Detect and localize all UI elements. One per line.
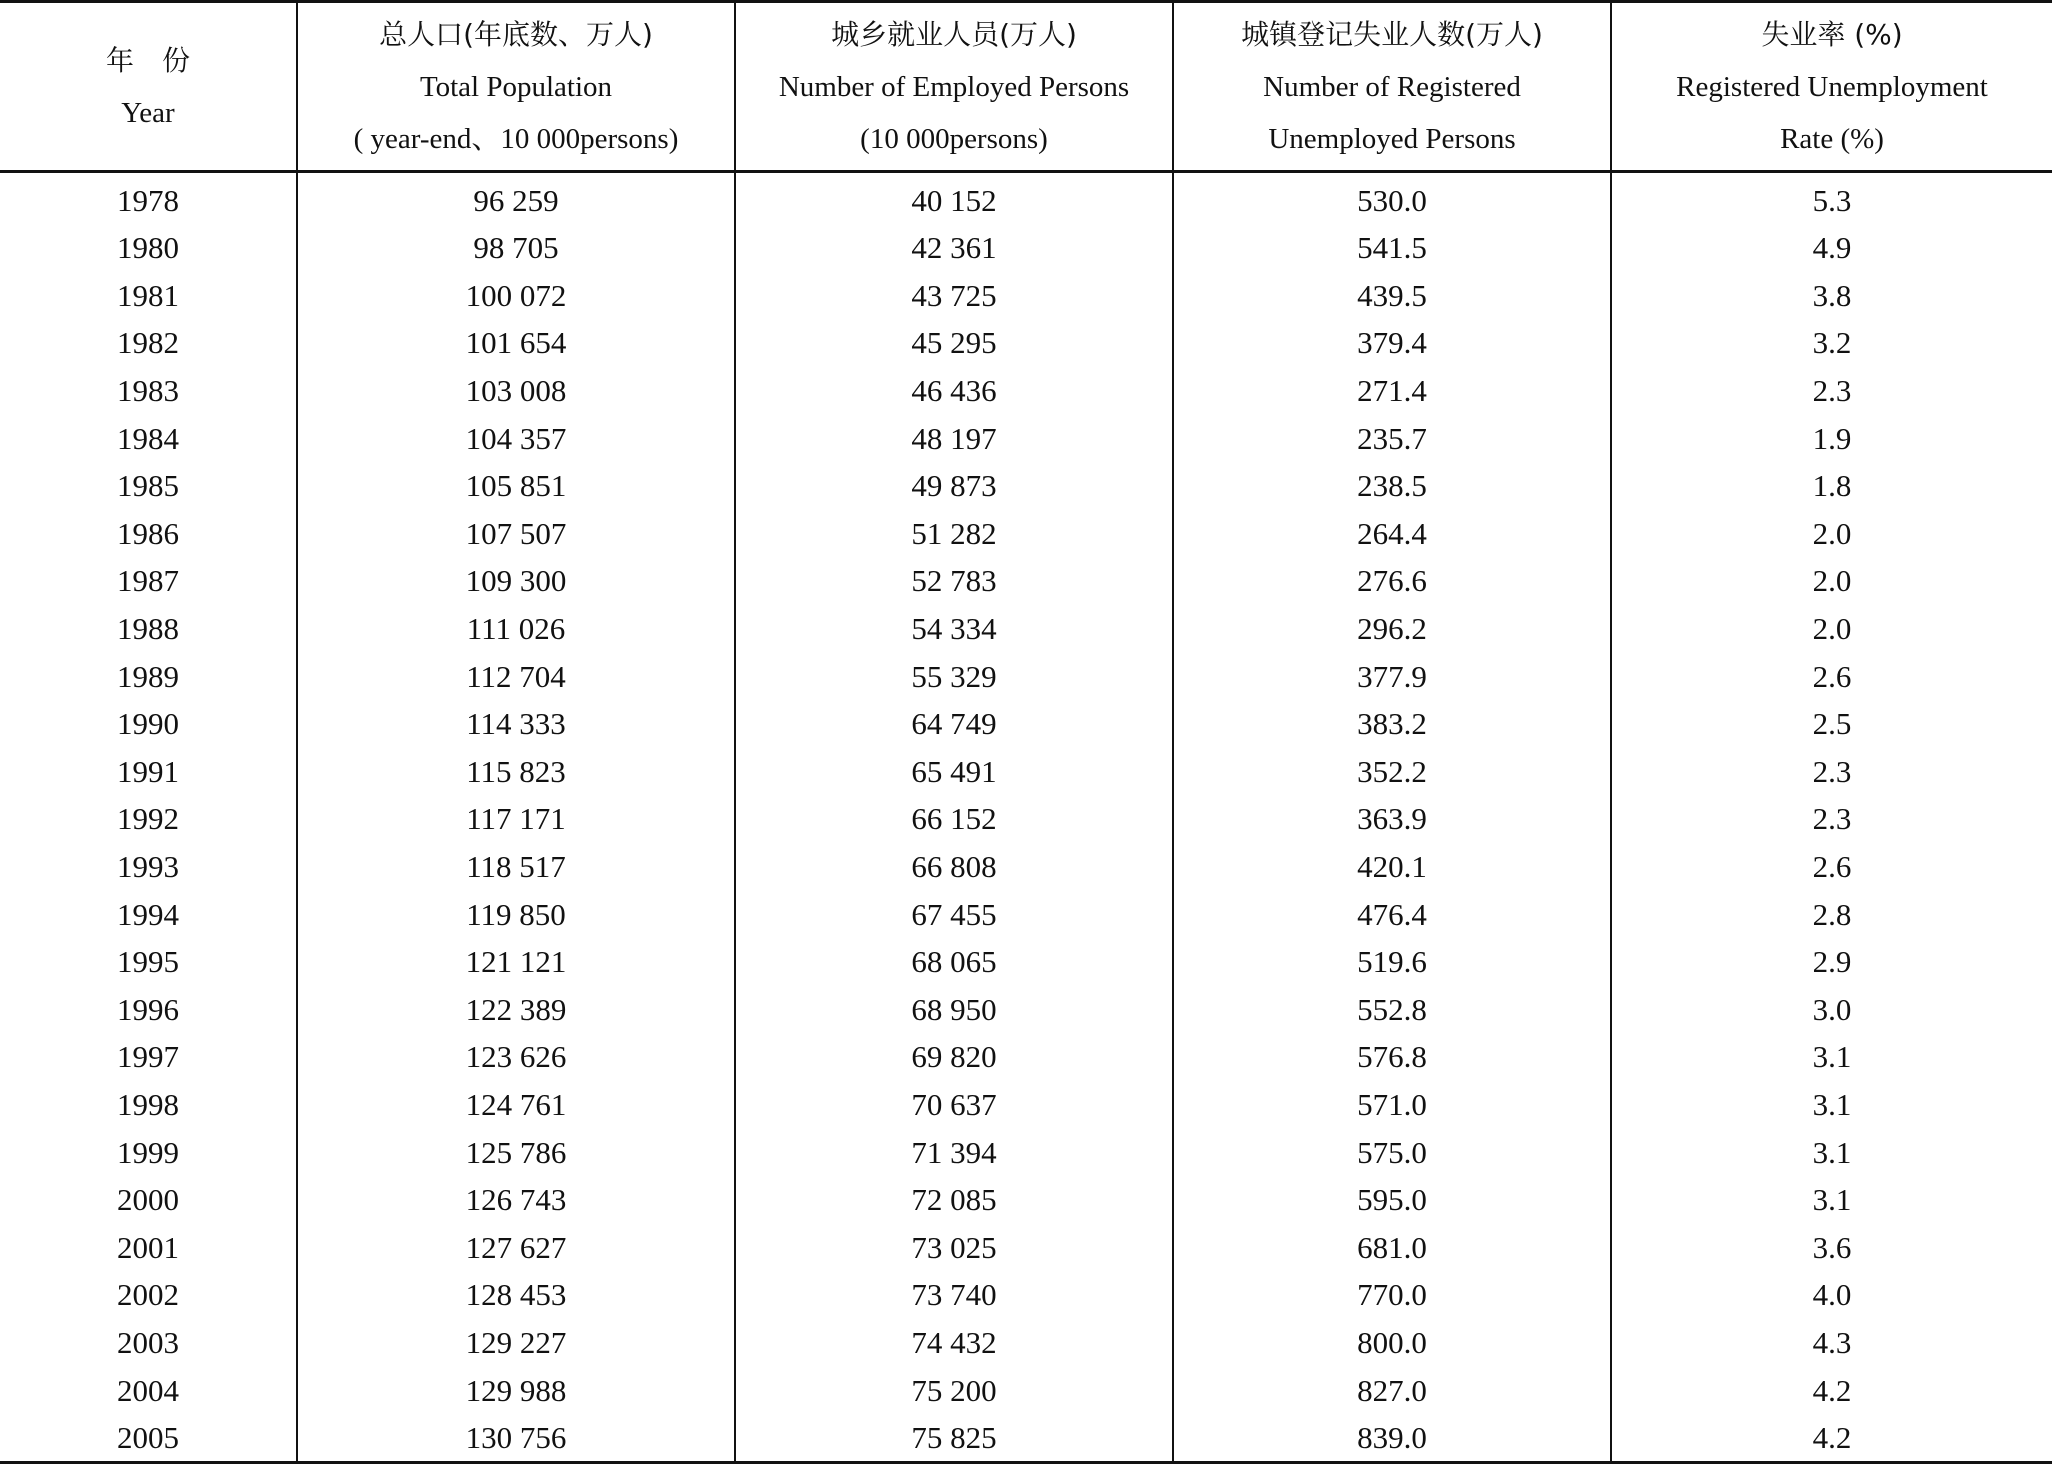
cell-total-population: 123 626	[297, 1033, 735, 1081]
cell-total-population: 115 823	[297, 748, 735, 796]
cell-unemployment-rate: 2.3	[1611, 748, 2052, 796]
header-total-population-en-line: Total Population	[419, 70, 613, 103]
cell-registered-unemployed: 839.0	[1173, 1414, 1611, 1463]
cell-unemployment-rate: 2.5	[1611, 700, 2052, 748]
cell-unemployment-rate: 3.6	[1611, 1223, 2052, 1271]
table-row	[0, 1223, 2052, 1271]
table-row	[0, 462, 2052, 510]
cell-registered-unemployed: 235.7	[1173, 414, 1611, 462]
cell-year: 1989	[117, 658, 179, 694]
table-row	[0, 1128, 2052, 1176]
cell-employed-persons: 49 873	[735, 462, 1173, 510]
header-unemployment-rate-en-line: Registered Unemployment	[1676, 70, 1988, 103]
cell-employed-persons: 51 282	[735, 510, 1173, 558]
header-total-population	[297, 2, 735, 172]
cell-year: 2005	[0, 1414, 297, 1463]
cell-total-population: 112 704	[297, 652, 735, 700]
cell-unemployment-rate: 2.6	[1611, 843, 2052, 891]
table-row	[0, 890, 2052, 938]
cell-employed-persons: 68 065	[735, 938, 1173, 986]
cell-year: 1978	[117, 183, 179, 218]
cell-registered-unemployed: 595.0	[1173, 1176, 1611, 1224]
cell-employed-persons: 75 825	[735, 1414, 1173, 1463]
cell-total-population: 119 850	[297, 890, 735, 938]
cell-unemployment-rate: 2.0	[1611, 510, 2052, 558]
cell-employed-persons: 66 808	[735, 843, 1173, 891]
table-row	[0, 700, 2052, 748]
cell-employed-persons: 74 432	[735, 1319, 1173, 1367]
cell-employed-persons: 67 455	[735, 890, 1173, 938]
cell-registered-unemployed: 575.0	[1173, 1128, 1611, 1176]
cell-total-population: 109 300	[297, 557, 735, 605]
cell-total-population: 129 988	[297, 1366, 735, 1414]
header-registered-unemployed-en-line: Unemployed Persons	[1268, 122, 1516, 155]
cell-total-population: 128 453	[297, 1271, 735, 1319]
table-row	[0, 510, 2052, 558]
cell-unemployment-rate: 4.3	[1611, 1319, 2052, 1367]
cell-total-population: 118 517	[297, 843, 735, 891]
cell-unemployment-rate: 4.2	[1611, 1366, 2052, 1414]
cell-employed-persons: 73 740	[735, 1271, 1173, 1319]
table-row	[0, 172, 2052, 225]
table-row	[0, 843, 2052, 891]
cell-year: 1988	[117, 611, 179, 647]
cell-registered-unemployed: 439.5	[1173, 272, 1611, 320]
cell-unemployment-rate: 1.9	[1611, 414, 2052, 462]
cell-unemployment-rate: 2.3	[1611, 795, 2052, 843]
cell-total-population: 121 121	[297, 938, 735, 986]
cell-employed-persons: 46 436	[735, 367, 1173, 415]
cell-unemployment-rate: 2.9	[1611, 938, 2052, 986]
cell-total-population: 100 072	[297, 272, 735, 320]
cell-year: 1986	[117, 515, 179, 551]
table-row	[0, 1176, 2052, 1224]
cell-total-population: 130 756	[297, 1414, 735, 1463]
cell-unemployment-rate: 3.8	[1611, 272, 2052, 320]
header-employed-persons-zh: 城乡就业人员(万人)	[831, 17, 1077, 51]
cell-employed-persons: 69 820	[735, 1033, 1173, 1081]
cell-year: 1997	[117, 1039, 179, 1075]
cell-employed-persons: 75 200	[735, 1366, 1173, 1414]
cell-year: 1982	[117, 325, 179, 361]
header-row	[0, 2, 2052, 172]
cell-employed-persons: 45 295	[735, 319, 1173, 367]
table-row	[0, 1081, 2052, 1129]
table-row	[0, 605, 2052, 653]
cell-total-population: 105 851	[297, 462, 735, 510]
cell-unemployment-rate: 3.2	[1611, 319, 2052, 367]
table-row	[0, 319, 2052, 367]
cell-year: 1995	[117, 944, 179, 980]
cell-year: 1983	[117, 373, 179, 409]
cell-total-population: 96 259	[297, 172, 735, 225]
table-row	[0, 224, 2052, 272]
cell-unemployment-rate: 3.1	[1611, 1176, 2052, 1224]
cell-registered-unemployed: 238.5	[1173, 462, 1611, 510]
cell-registered-unemployed: 571.0	[1173, 1081, 1611, 1129]
cell-year: 1998	[117, 1086, 179, 1122]
cell-registered-unemployed: 379.4	[1173, 319, 1611, 367]
header-year-en-line: Year	[121, 96, 175, 129]
cell-registered-unemployed: 420.1	[1173, 843, 1611, 891]
cell-employed-persons: 55 329	[735, 652, 1173, 700]
cell-registered-unemployed: 800.0	[1173, 1319, 1611, 1367]
table-row	[0, 367, 2052, 415]
header-unemployment-rate	[1611, 2, 2052, 172]
cell-total-population: 101 654	[297, 319, 735, 367]
cell-unemployment-rate: 4.9	[1611, 224, 2052, 272]
cell-total-population: 129 227	[297, 1319, 735, 1367]
cell-year: 1987	[117, 563, 179, 599]
cell-year: 1984	[117, 420, 179, 456]
cell-unemployment-rate: 2.3	[1611, 367, 2052, 415]
cell-registered-unemployed: 296.2	[1173, 605, 1611, 653]
table-row	[0, 1414, 2052, 1463]
cell-registered-unemployed: 770.0	[1173, 1271, 1611, 1319]
table-row	[0, 1319, 2052, 1367]
cell-registered-unemployed: 576.8	[1173, 1033, 1611, 1081]
cell-year: 2004	[117, 1372, 179, 1408]
cell-unemployment-rate: 3.1	[1611, 1033, 2052, 1081]
cell-year: 2003	[117, 1324, 179, 1360]
cell-registered-unemployed: 541.5	[1173, 224, 1611, 272]
cell-employed-persons: 40 152	[735, 172, 1173, 225]
cell-total-population: 122 389	[297, 986, 735, 1034]
cell-total-population: 98 705	[297, 224, 735, 272]
header-year	[0, 2, 297, 172]
header-registered-unemployed	[1173, 2, 1611, 172]
table-header	[0, 2, 2052, 172]
cell-registered-unemployed: 276.6	[1173, 557, 1611, 605]
cell-unemployment-rate: 2.8	[1611, 890, 2052, 938]
cell-total-population: 125 786	[297, 1128, 735, 1176]
cell-employed-persons: 65 491	[735, 748, 1173, 796]
header-registered-unemployed-zh: 城镇登记失业人数(万人)	[1241, 17, 1543, 51]
table-row	[0, 1033, 2052, 1081]
header-employed-persons-en-line: Number of Employed Persons	[778, 70, 1130, 103]
cell-year: 2001	[117, 1229, 179, 1265]
cell-total-population: 111 026	[297, 605, 735, 653]
header-year-zh: 年 份	[105, 43, 190, 77]
cell-total-population: 117 171	[297, 795, 735, 843]
cell-year: 1981	[117, 277, 179, 313]
cell-registered-unemployed: 476.4	[1173, 890, 1611, 938]
cell-registered-unemployed: 530.0	[1173, 172, 1611, 225]
cell-employed-persons: 70 637	[735, 1081, 1173, 1129]
table-row	[0, 748, 2052, 796]
cell-total-population: 114 333	[297, 700, 735, 748]
cell-total-population: 107 507	[297, 510, 735, 558]
table-body	[0, 172, 2052, 1463]
table-row	[0, 1366, 2052, 1414]
cell-unemployment-rate: 1.8	[1611, 462, 2052, 510]
cell-year: 2000	[117, 1182, 179, 1218]
cell-unemployment-rate: 3.1	[1611, 1081, 2052, 1129]
table-row	[0, 557, 2052, 605]
header-employed-persons	[735, 2, 1173, 172]
cell-unemployment-rate: 2.0	[1611, 557, 2052, 605]
header-employed-persons-en-line: (10 000persons)	[860, 122, 1048, 155]
cell-unemployment-rate: 4.0	[1611, 1271, 2052, 1319]
cell-year: 1994	[117, 896, 179, 932]
cell-year: 1991	[117, 753, 179, 789]
table-row	[0, 272, 2052, 320]
cell-total-population: 104 357	[297, 414, 735, 462]
cell-employed-persons: 64 749	[735, 700, 1173, 748]
cell-employed-persons: 43 725	[735, 272, 1173, 320]
cell-registered-unemployed: 352.2	[1173, 748, 1611, 796]
cell-registered-unemployed: 377.9	[1173, 652, 1611, 700]
cell-year: 1999	[117, 1134, 179, 1170]
cell-total-population: 103 008	[297, 367, 735, 415]
cell-employed-persons: 73 025	[735, 1223, 1173, 1271]
cell-registered-unemployed: 383.2	[1173, 700, 1611, 748]
cell-unemployment-rate: 5.3	[1611, 172, 2052, 225]
cell-employed-persons: 71 394	[735, 1128, 1173, 1176]
cell-year: 1980	[117, 230, 179, 266]
cell-registered-unemployed: 681.0	[1173, 1223, 1611, 1271]
cell-total-population: 124 761	[297, 1081, 735, 1129]
cell-year: 1996	[117, 991, 179, 1027]
cell-employed-persons: 66 152	[735, 795, 1173, 843]
cell-year: 1985	[117, 468, 179, 504]
cell-unemployment-rate: 3.0	[1611, 986, 2052, 1034]
header-total-population-zh: 总人口(年底数、万人)	[379, 17, 653, 51]
table-row	[0, 414, 2052, 462]
cell-unemployment-rate: 2.0	[1611, 605, 2052, 653]
table-row	[0, 652, 2052, 700]
cell-employed-persons: 68 950	[735, 986, 1173, 1034]
cell-registered-unemployed: 519.6	[1173, 938, 1611, 986]
cell-unemployment-rate: 2.6	[1611, 652, 2052, 700]
cell-unemployment-rate: 4.2	[1611, 1414, 2052, 1463]
cell-employed-persons: 42 361	[735, 224, 1173, 272]
cell-year: 1992	[117, 801, 179, 837]
cell-year: 2002	[117, 1277, 179, 1313]
cell-unemployment-rate: 3.1	[1611, 1128, 2052, 1176]
cell-year: 1993	[117, 849, 179, 885]
cell-registered-unemployed: 271.4	[1173, 367, 1611, 415]
header-unemployment-rate-zh: 失业率 (%)	[1761, 17, 1903, 51]
cell-total-population: 127 627	[297, 1223, 735, 1271]
cell-registered-unemployed: 552.8	[1173, 986, 1611, 1034]
cell-year: 1990	[117, 706, 179, 742]
cell-registered-unemployed: 827.0	[1173, 1366, 1611, 1414]
table-row	[0, 986, 2052, 1034]
cell-registered-unemployed: 363.9	[1173, 795, 1611, 843]
cell-employed-persons: 54 334	[735, 605, 1173, 653]
cell-employed-persons: 72 085	[735, 1176, 1173, 1224]
cell-registered-unemployed: 264.4	[1173, 510, 1611, 558]
header-unemployment-rate-en-line: Rate (%)	[1780, 122, 1884, 155]
table-row	[0, 1271, 2052, 1319]
cell-employed-persons: 52 783	[735, 557, 1173, 605]
table-row	[0, 795, 2052, 843]
cell-employed-persons: 48 197	[735, 414, 1173, 462]
header-total-population-en-line: ( year-end、10 000persons)	[353, 122, 679, 155]
cell-total-population: 126 743	[297, 1176, 735, 1224]
header-registered-unemployed-en-line: Number of Registered	[1263, 70, 1521, 103]
table-row	[0, 938, 2052, 986]
